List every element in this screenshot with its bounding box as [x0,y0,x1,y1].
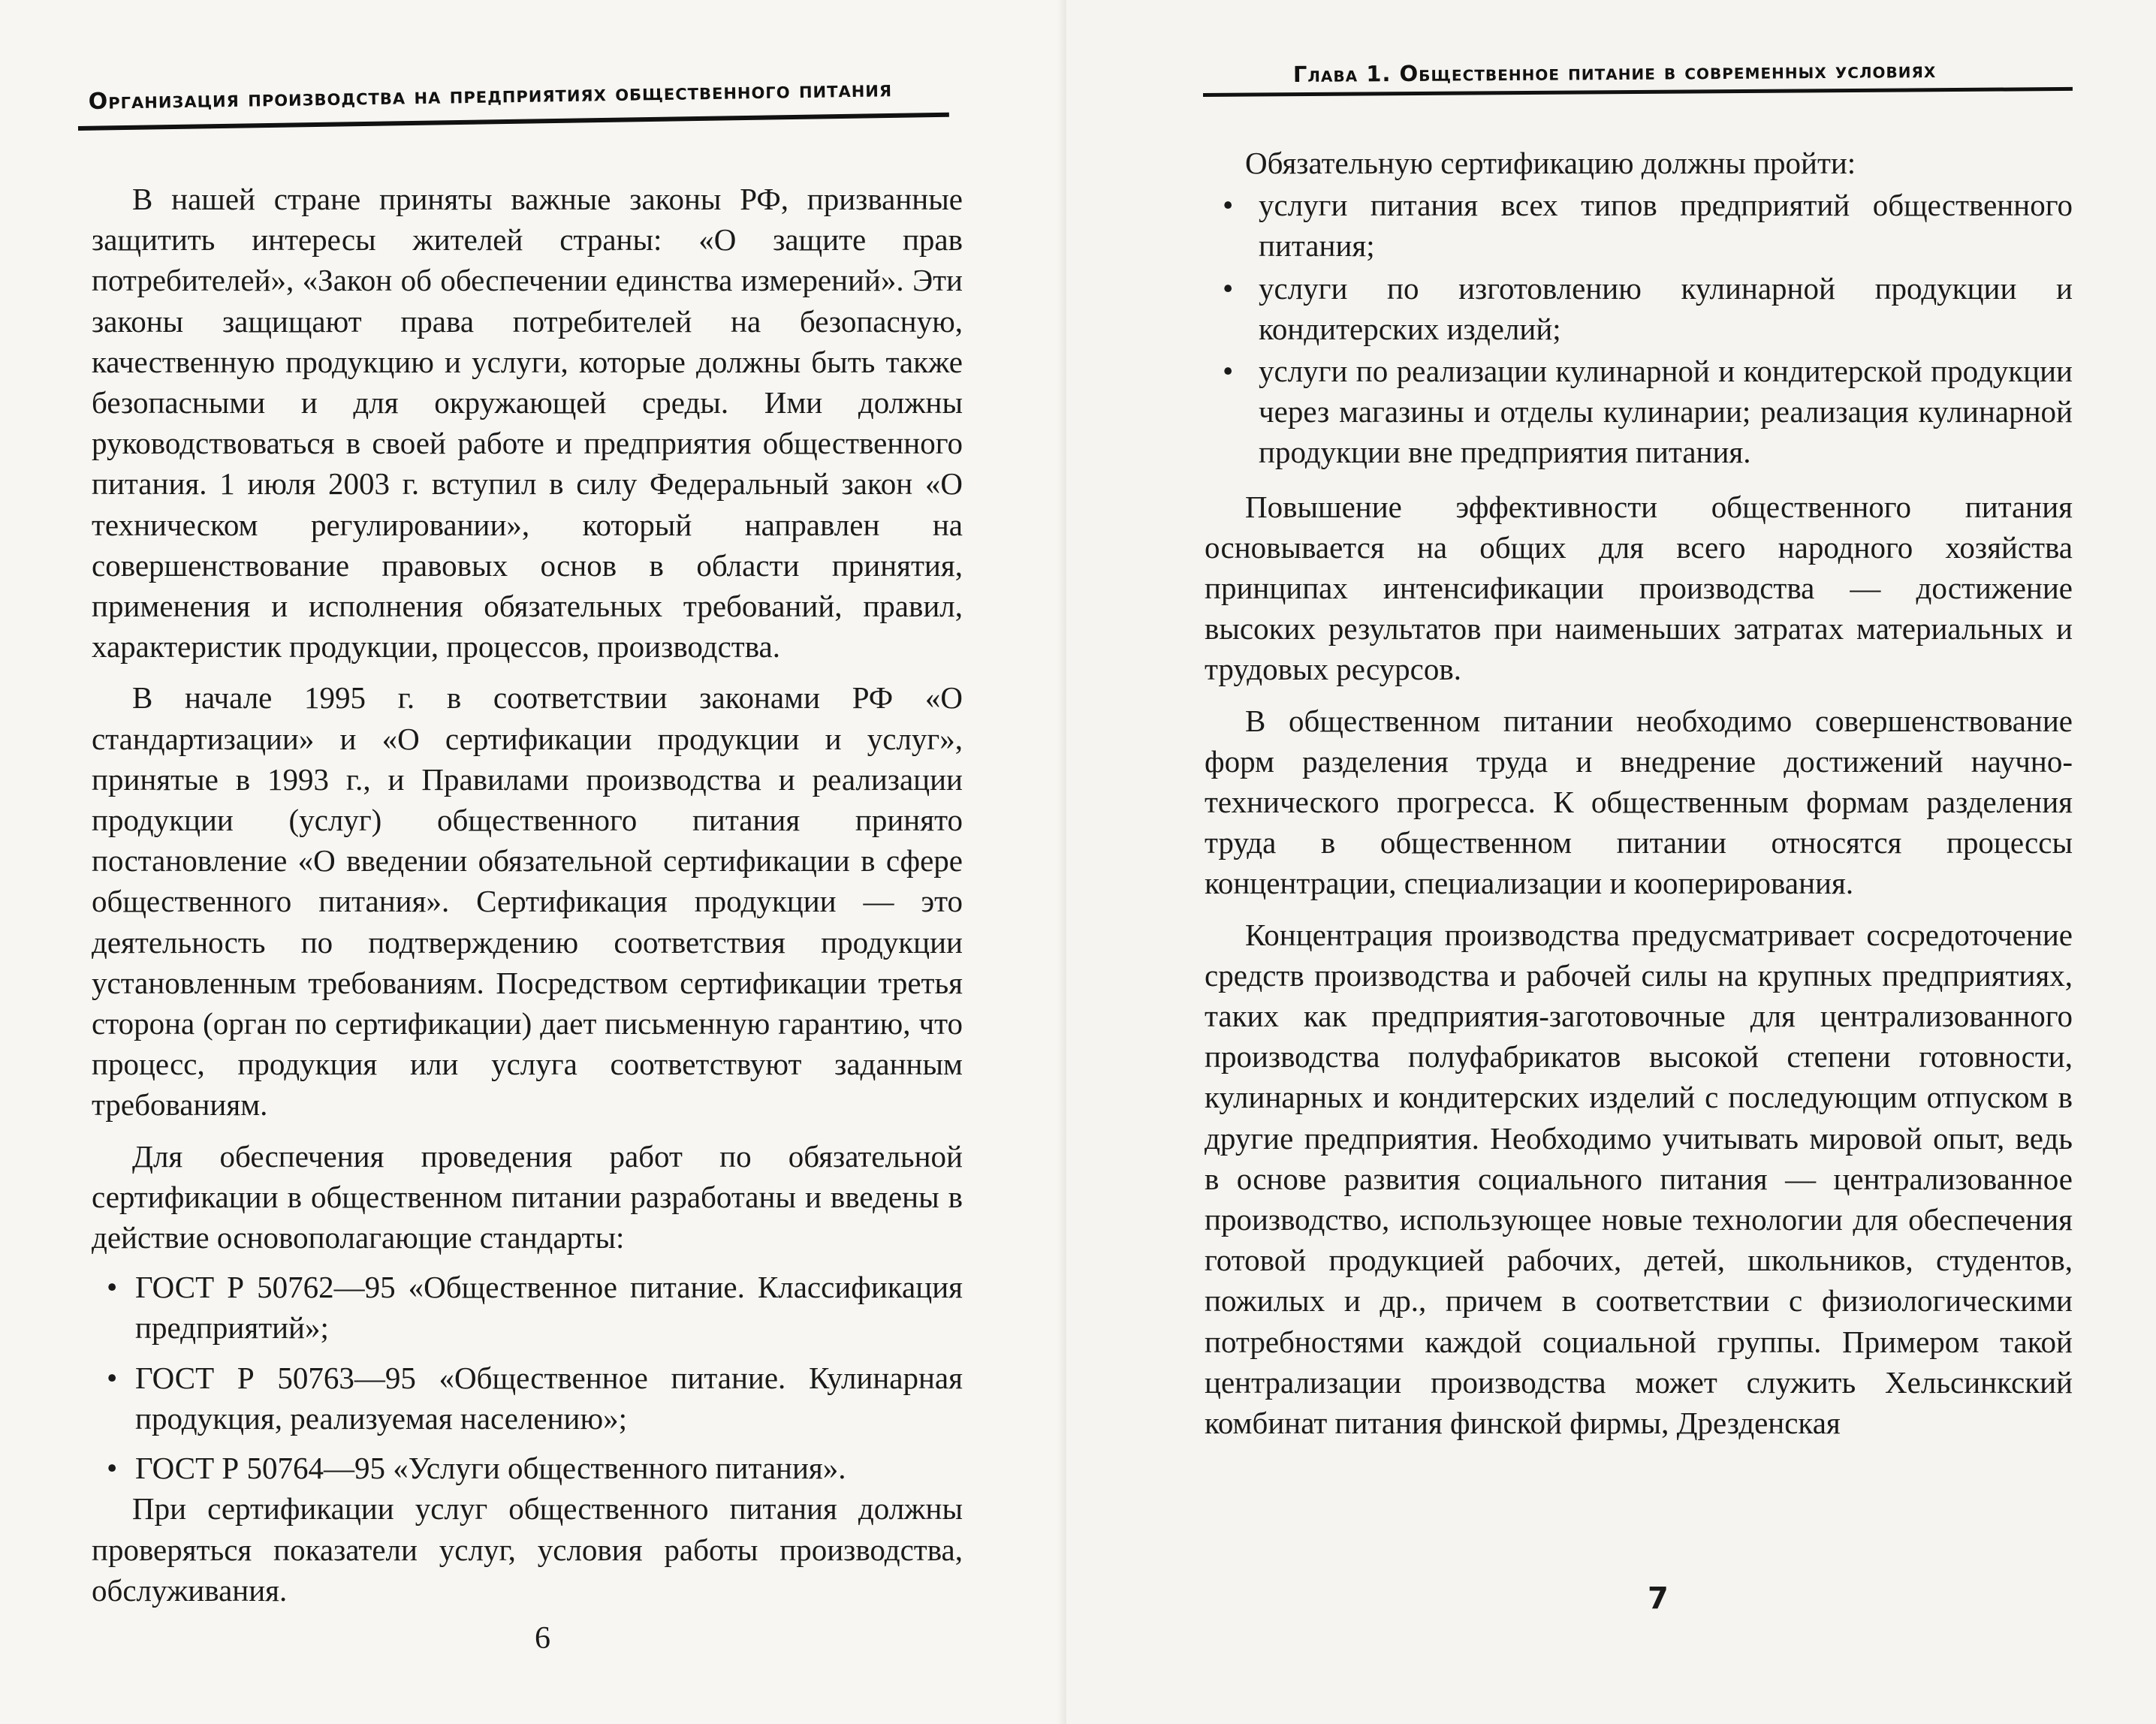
right-body-text [1205,143,2073,1443]
right-paragraph-3: Концентрация производства предусматривает сосредоточение средств производства и рабочей силы на крупных предприятиях, таких как предприятия-заготовочные для централизованного производства полуфабрикатов высокой степени готовности, кулинарных и кондитерских изделий с последующим отпуском в другие предприятия. Необходимо учитывать мировой опыт, ведь в основе развития социального питания — централизованное производство, использующее новые технологии для обеспечения готовой продукцией рабочих, детей, школьников, студентов, пожилых и др., причем в соответствии с физиологическими потребностями каждой социальной группы. Примером такой централизации производства может служить Хельсинкский комбинат питания финской фирмы, Дрезденская [1205,917,2073,1441]
list-item: • услуги питания всех типов предприятий общественного питания; [1205,185,2073,266]
bullet-icon: • [1223,354,1234,389]
bullet-icon: • [107,1360,118,1395]
right-page-number: 7 [1648,1581,1669,1616]
bullet-icon: • [107,1451,118,1486]
left-page-number: 6 [535,1621,550,1656]
left-header-rule [78,113,949,131]
left-paragraph-4: При сертификации услуг общественного питания должны проверяться показатели услуг, условия работы производства, обслуживания. [92,1491,963,1608]
bullet-icon: • [1223,270,1234,306]
left-standards-list [92,1267,963,1488]
right-certification-list [1205,185,2073,472]
bullet-icon: • [1223,188,1234,223]
list-item: • ГОСТ Р 50762—95 «Общественное питание. Классификация предприятий»; [92,1267,963,1348]
list-item: • ГОСТ Р 50764—95 «Услуги общественного питания». [92,1448,963,1488]
left-body-text [92,179,963,1611]
right-paragraph-2: В общественном питании необходимо совершенствование форм разделения труда и внедрение достижений научно-технического прогресса. К общественным формам разделения труда в общественном питании относятся процессы концентрации, специализации и кооперирования. [1205,703,2073,901]
left-paragraph-2: В начале 1995 г. в соответствии законами РФ «О стандартизации» и «О сертификации продукции и услуг», принятые в 1993 г., и Правилами производства и реализации продукции (услуг) общественного питания принято постановление «О введении обязательной сертификации в сфере общественного питания». Сертификация продукции — это деятельность по подтверждению соответствия продукции установленным требованиям. Посредством сертификации третья сторона (орган по сертификации) дает письменную гарантию, что процесс, продукция или услуга соответствуют заданным требованиям. [92,680,963,1123]
right-running-head: Глава 1. Общественное питание в современных условиях [1292,57,1937,87]
right-page [1066,0,2156,1724]
left-page [0,0,1066,1724]
list-item: • услуги по изготовлению кулинарной продукции и кондитерских изделий; [1205,268,2073,349]
left-paragraph-3: Для обеспечения проведения работ по обязательной сертификации в общественном питании разработаны и введены в действие основополагающие стандарты: [92,1138,963,1255]
right-header-rule [1203,87,2073,97]
right-intro: Обязательную сертификацию должны пройти: [1245,146,1856,180]
right-paragraph-1: Повышение эффективности общественного питания основывается на общих для всего народного хозяйства принципах интенсификации производства — достижение высоких результатов при наименьших затратах материальных и трудовых ресурсов. [1205,489,2073,687]
list-item: • услуги по реализации кулинарной и кондитерской продукции через магазины и отделы кулинарии; реализация кулинарной продукции вне предприятия питания. [1205,351,2073,473]
left-running-head: Организация производства на предприятиях общественного питания [88,76,893,115]
bullet-icon: • [107,1270,118,1305]
list-item: • ГОСТ Р 50763—95 «Общественное питание. Кулинарная продукция, реализуемая населению»; [92,1358,963,1439]
left-paragraph-1: В нашей стране приняты важные законы РФ, призванные защитить интересы жителей страны: «О защите прав потребителей», «Закон об обеспечении единства измерений». Эти законы защищают права потребителей на безопасную, качественную продукцию и услуги, которые должны быть также безопасными и для окружающей среды. Ими должны руководствоваться в своей работе и предприятия общественного питания. 1 июля 2003 г. вступил в силу Федеральный закон «О техническом регулировании», который направлен на совершенствование правовых основ в области принятия, применения и исполнения обязательных требований, правил, характеристик продукции, процессов, производства. [92,182,963,665]
